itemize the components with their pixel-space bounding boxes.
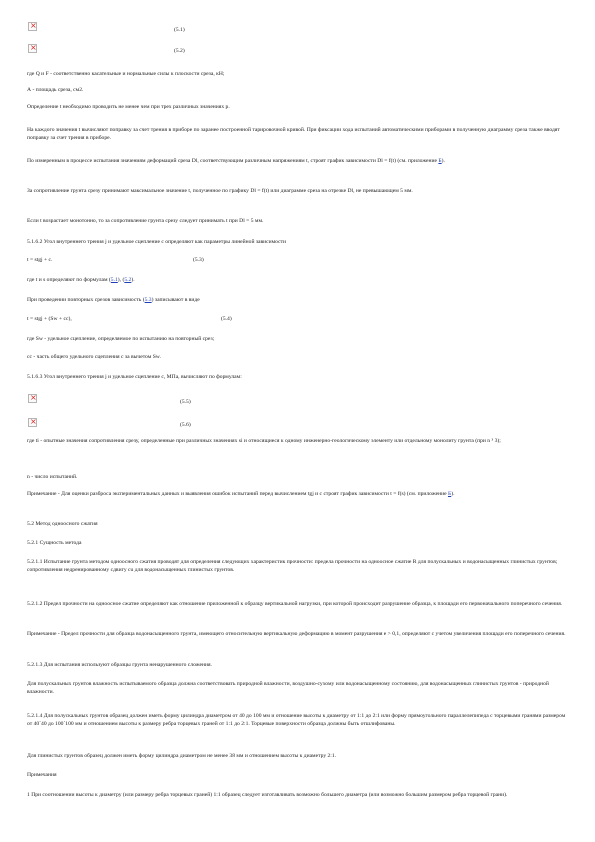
equation-number: (5.2) — [174, 48, 185, 54]
text-span: Примечание - Для оценки разброса экспериментальных данных и выявления ошибок испытаний перед вычислением tgj и с строят график зависимости t = f(s) (см. приложение — [27, 491, 448, 497]
paragraph: где Sw - удельное сцепление, определяемое по испытанию на повторный срез; — [27, 336, 215, 342]
paragraph: где Q и F - соответственно касательные и нормальные силы к плоскости среза, кН; — [27, 71, 225, 77]
text-span: ). — [441, 158, 445, 164]
paragraph: Определение t необходимо проводить не менее чем при трех различных значениях p. — [27, 104, 230, 110]
paragraph: За сопротивление грунта срезу принимают максимальное значение t, полученное по графику Dl = f(t) или диаграмме среза на отрезке Dl, не превышающем 5 мм. — [27, 188, 413, 194]
paragraph: Если t возрастает монотонно, то за сопротивление грунта срезу следует принимать t при Dl = 5 мм. — [27, 218, 264, 224]
paragraph: cc - часть общего удельного сцепления с за вычетом Sw. — [27, 354, 161, 360]
equation-number: (5.5) — [180, 399, 191, 405]
text-span: где t и s определяют по формулам ( — [27, 277, 111, 283]
note-paragraph — [27, 490, 567, 498]
formula-link[interactable]: 5.3 — [144, 297, 152, 303]
paragraph — [27, 276, 567, 284]
text-span: ). — [131, 277, 135, 283]
section-heading: 5.1.6.2 Угол внутреннего трения j и удельное сцепление с определяют как параметры линейной зависимости — [27, 239, 287, 245]
paragraph — [27, 296, 567, 304]
paragraph: На каждого значения t вычисляют поправку за счет трения в приборе по заранее построенной тарировочной кривой. При фиксации хода испытаний автоматическими приборами в полученную диаграмму среза также вводят поправку за счет трения в приборе. — [27, 127, 560, 141]
text-span: ) записывают в виде — [151, 297, 200, 303]
notes-heading: Примечания — [27, 772, 57, 778]
paragraph: 5.2.1.4 Для полускальных грунтов образец должен иметь форму цилиндра диаметром от 40 до 100 мм и отношение высоты к диаметру от 1:1 до 2:1 или форму прямоугольного параллелепипеда с торцевыми гранями размером от 40´40 до 100´100 мм и отношением высоты к размеру ребра торцевых граней от 1:1 до 2:1. Торцевые поверхности образца должны быть отшлифованы. — [27, 713, 566, 727]
paragraph: 5.2.1.2 Предел прочности на одноосное сжатие определяют как отношение приложенной к образцу вертикальной нагрузки, при которой происходит разрушение образца, к площади его первоначального поперечного сечения. — [27, 601, 563, 607]
broken-image-icon — [28, 44, 37, 53]
equation-number: (5.4) — [221, 316, 232, 322]
paragraph: 5.2.1.3 Для испытания используют образцы грунта ненарушенного сложения. — [27, 662, 212, 668]
section-heading: 5.1.6.3 Угол внутреннего трения j и удельное сцепление с, МПа, вычисляют по формулам: — [27, 374, 242, 380]
appendix-link[interactable]: Б — [438, 158, 442, 164]
equation-number: (5.6) — [180, 422, 191, 428]
note-paragraph: Примечание - Предел прочности для образца водонасыщенного грунта, имеющего относительную вертикальную деформацию в момент разрушения e > 0,1, определяют с учетом увеличения площади его поперечного сечения. — [27, 631, 566, 637]
equation-number: (5.1) — [174, 27, 185, 33]
broken-image-icon — [28, 394, 37, 403]
broken-image-icon — [28, 22, 37, 31]
paragraph: Для полускальных грунтов влажность испытываемого образца должна соответствовать природной влажности, воздушно-сухому или водонасыщенному состоянию, для водонасыщенных глинистых грунтов - природной влажности. — [27, 681, 549, 695]
paragraph: n - число испытаний. — [27, 474, 78, 480]
equation-number: (5.3) — [193, 257, 204, 263]
paragraph: 5.2.1.1 Испытание грунта методом одноосного сжатия проводят для определения следующих характеристик прочности: предела прочности на одноосное сжатие R для полускальных и водонасыщенных глинистых грунтов; сопротивления недренированному сдвигу cu для водонасыщенных глинистых грунтов. — [27, 559, 558, 573]
appendix-link[interactable]: Б — [447, 491, 452, 497]
text-span: По измеренным в процессе испытания значениям деформаций среза Dl, соответствующим различным напряжениям t, строят график зависимости Dl = f(t) (см. приложение — [27, 158, 439, 164]
text-span: При проведении повторных срезов зависимость ( — [27, 297, 145, 303]
section-heading: 5.2.1 Сущность метода — [27, 540, 82, 546]
formula-link[interactable]: 5.2 — [124, 277, 132, 283]
paragraph: где ti - опытные значения сопротивления срезу, определенные при различных значениях si и относящиеся к одному инженерно-геологическому элементу или отдельному монолиту грунта (при n ³ 3); — [27, 438, 501, 444]
paragraph: Для глинистых грунтов образец должен иметь форму цилиндра диаметром не менее 38 мм и отношением высоты к диаметру 2:1. — [27, 753, 337, 759]
formula-text: t = stgj + c. — [27, 257, 53, 263]
paragraph: А - площадь среза, см2. — [27, 87, 84, 93]
formula-link[interactable]: 5.1 — [110, 277, 118, 283]
section-heading: 5.2 Метод одноосного сжатия — [27, 521, 98, 527]
paragraph: 1 При соотношении высоты к диаметру (или размеру ребра торцевых граней) 1:1 образец следует изготавливать возможно большего диаметра (или возможно большим размером ребра торцевой грани). — [27, 792, 508, 798]
text-span: ), ( — [117, 277, 125, 283]
broken-image-icon — [28, 418, 37, 427]
text-span: ). — [451, 491, 455, 497]
paragraph — [27, 157, 567, 165]
formula-text: t = stgj + (Sw + cc), — [27, 316, 72, 322]
